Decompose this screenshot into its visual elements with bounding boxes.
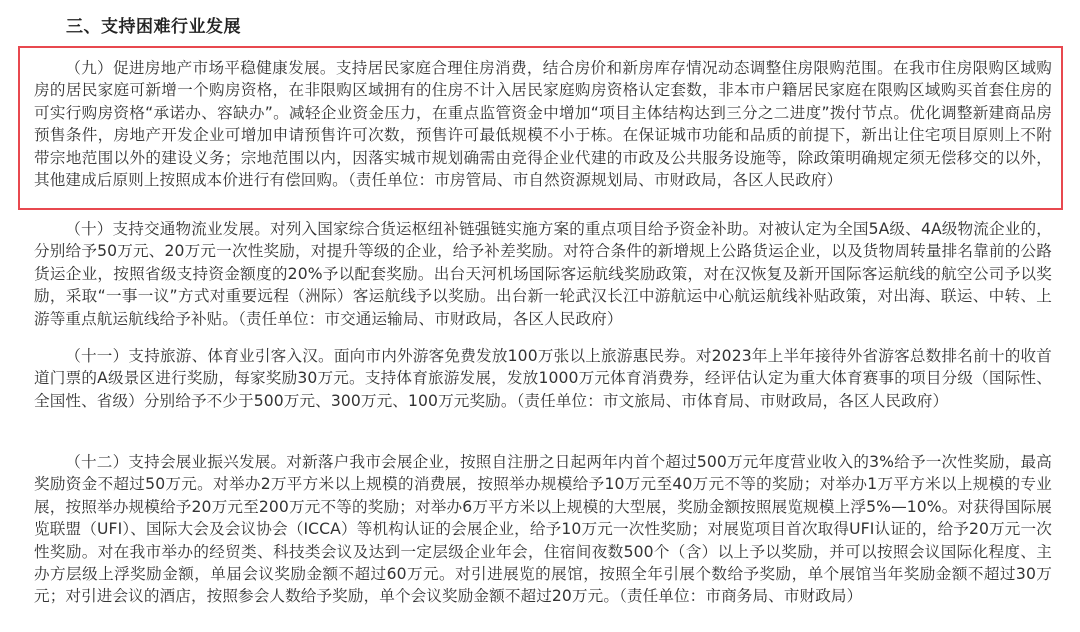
section-heading: 三、支持困难行业发展 [66, 17, 241, 37]
paragraph-11-tourism-sports: （十一）支持旅游、体育业引客入汉。面向市内外游客免费发放100万张以上旅游惠民券。对2023年上半年接待外省游客总数排名前十的收首道门票的A级景区进行奖励，每家奖励30万元。支持体育旅游发展，发放1000万元体育消费券，经评估认定为重大体育赛事的项目分级（国际性、全国性、省级）分别给予不少于500万元、300万元、100万元奖励。（责任单位：市文旅局、市体育局、市财政局，各区人民政府） [34, 347, 1052, 410]
paragraph-10-transport-logistics: （十）支持交通物流业发展。对列入国家综合货运枢纽补链强链实施方案的重点项目给予资金补助。对被认定为全国5A级、4A级物流企业的，分别给予50万元、20万元一次性奖励，对提升等级的企业，给予补差奖励。对符合条件的新增规上公路货运企业，以及货物周转量排名靠前的公路货运企业，按照省级支持资金额度的20%予以配套奖励。出台天河机场国际客运航线奖励政策，对在汉恢复及新开国际客运航线的航空公司予以奖励，采取“一事一议”方式对重要远程（洲际）客运航线予以奖励。出台新一轮武汉长江中游航运中心航运航线补贴政策，对出海、联运、中转、上游等重点航运航线给予补贴。（责任单位：市交通运输局、市财政局，各区人民政府） [34, 220, 1052, 328]
paragraph-12-exhibition: （十二）支持会展业振兴发展。对新落户我市会展企业，按照自注册之日起两年内首个超过500万元年度营业收入的3%给予一次性奖励，最高奖励资金不超过50万元。对举办2万平方米以上规模的消费展，按照举办规模给予10万元至40万元不等的奖励；对举办1万平方米以上规模的专业展，按照举办规模给予20万元至200万元不等的奖励；对举办6万平方米以上规模的大型展，奖励金额按照展览规模上浮5%—10%。对获得国际展览联盟（UFI）、国际大会及会议协会（ICCA）等机构认证的会展企业，给予10万元一次性奖励；对展览项目首次取得UFI认证的，给予20万元一次性奖励。对在我市举办的经贸类、科技类会议及达到一定层级企业年会，住宿间夜数500个（含）以上予以奖励，并可以按照会议国际化程度、主办方层级上浮奖励金额，单届会议奖励金额不超过60万元。对引进展览的展馆，按照全年引展个数给予奖励，单个展馆当年奖励金额不超过30万元；对引进会议的酒店，按照参会人数给予奖励，单个会议奖励金额不超过20万元。（责任单位：市商务局、市财政局） [34, 453, 1052, 606]
paragraph-9-real-estate: （九）促进房地产市场平稳健康发展。支持居民家庭合理住房消费，结合房价和新房库存情况动态调整住房限购范围。在我市住房限购区域购房的居民家庭可新增一个购房资格，在非限购区域拥有的住房不计入居民家庭购房资格认定套数，非本市户籍居民家庭在限购区域购买首套住房的可实行购房资格“承诺办、容缺办”。减轻企业资金压力，在重点监管资金中增加“项目主体结构达到三分之二进度”拨付节点。优化调整新建商品房预售条件，房地产开发企业可增加申请预售许可次数，预售许可最低规模不小于栋。在保证城市功能和品质的前提下，新出让住宅项目原则上不附带宗地范围以外的建设义务；宗地范围以内，因落实城市规划确需由竞得企业代建的市政及公共服务设施等，除政策明确规定须无偿移交的以外，其他建成后原则上按照成本价进行有偿回购。（责任单位：市房管局、市自然资源规划局、市财政局，各区人民政府） [34, 59, 1052, 190]
